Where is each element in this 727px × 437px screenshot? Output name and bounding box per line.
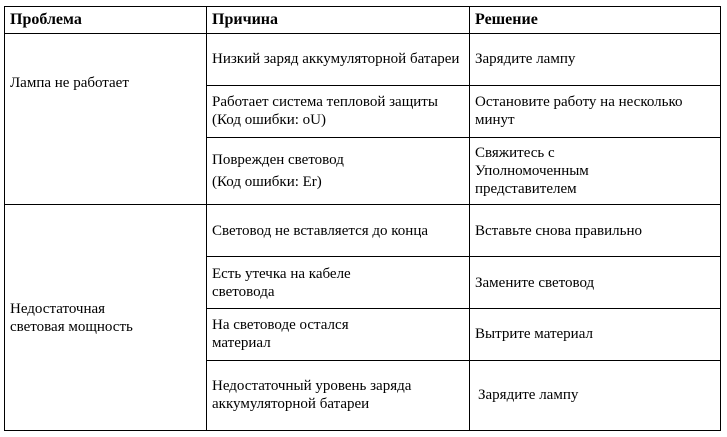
cause-cell: Есть утечка на кабеле световода [207, 257, 470, 309]
solution-cell: Остановите работу на несколько минут [470, 85, 721, 137]
header-cause: Причина [207, 7, 470, 34]
table-row [5, 34, 721, 86]
solution-cell: Замените световод [470, 257, 721, 309]
cause-cell [207, 137, 470, 205]
troubleshooting-table [4, 6, 721, 431]
cause-cell: На световоде остался материал [207, 309, 470, 361]
cause-cell: Низкий заряд аккумуляторной батареи [207, 34, 470, 86]
cause-cell: Световод не вставляется до конца [207, 205, 470, 257]
error-code: (Код ошибки: Er) [212, 174, 322, 190]
cause-text: Поврежден световод [212, 152, 344, 168]
cause-cell: Недостаточный уровень заряда аккумуляторной батареи [207, 360, 470, 430]
solution-cell: Свяжитесь с Уполномоченным представителем [470, 137, 721, 205]
cause-cell: Работает система тепловой защиты (Код ошибки: oU) [207, 85, 470, 137]
header-problem: Проблема [5, 7, 207, 34]
header-solution: Решение [470, 7, 721, 34]
solution-cell: Зарядите лампу [470, 34, 721, 86]
solution-cell: Зарядите лампу [470, 360, 721, 430]
solution-cell: Вытрите материал [470, 309, 721, 361]
table-row [5, 205, 721, 257]
problem-cell: Лампа не работает [5, 34, 207, 205]
problem-cell: Недостаточная световая мощность [5, 205, 207, 431]
solution-cell: Вставьте снова правильно [470, 205, 721, 257]
header-row [5, 7, 721, 34]
